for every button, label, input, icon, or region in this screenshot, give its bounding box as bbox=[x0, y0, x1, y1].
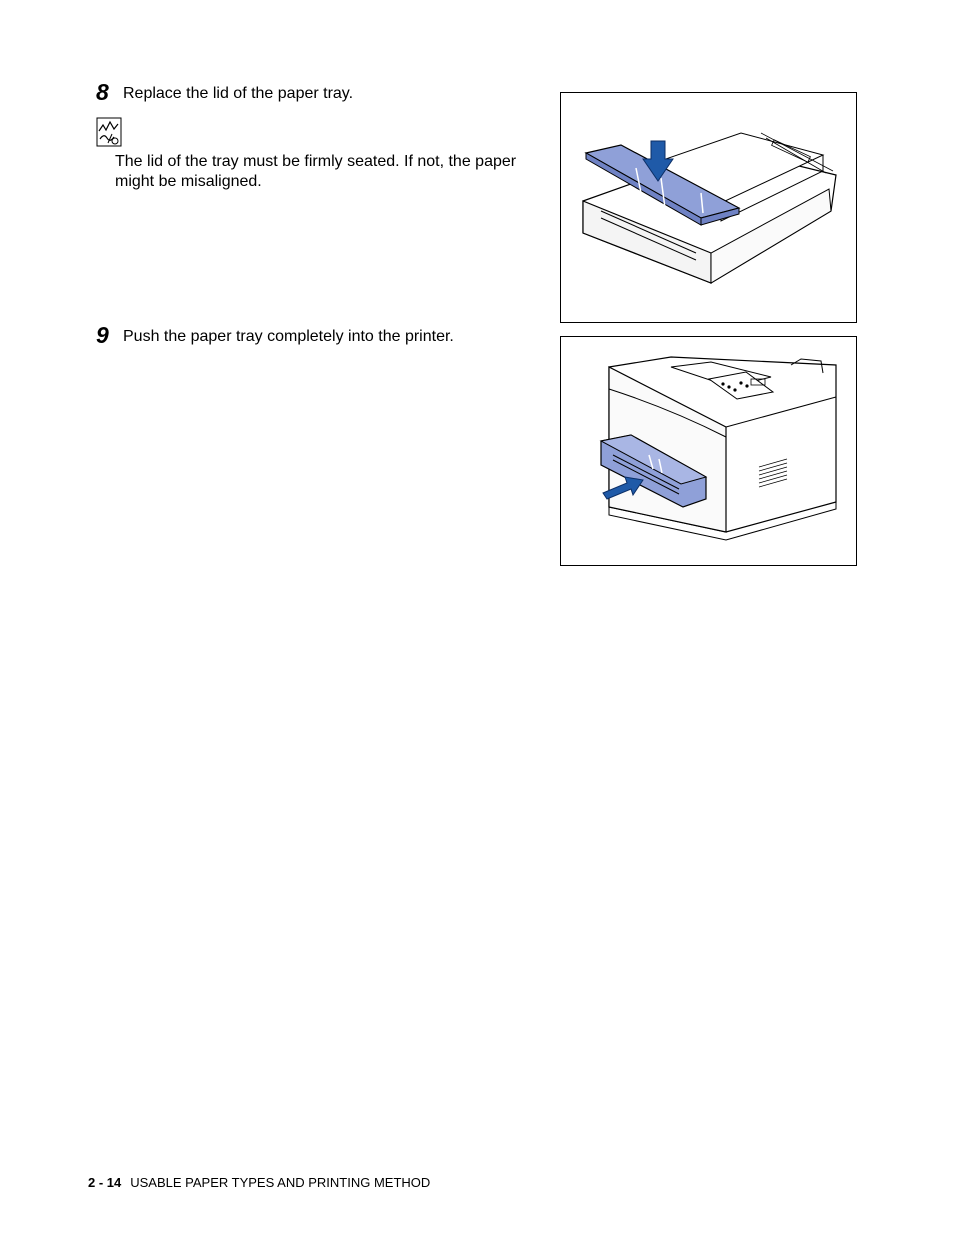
step-8-text: Replace the lid of the paper tray. bbox=[123, 85, 354, 102]
printer-tray-figure bbox=[560, 336, 857, 566]
paper-tray-lid-illustration bbox=[561, 93, 856, 322]
printer-tray-insert-illustration bbox=[561, 337, 856, 565]
note-icon bbox=[96, 117, 122, 147]
tray-lid-figure bbox=[560, 92, 857, 323]
note-text: The lid of the tray must be firmly seated. If not, the paper might be misaligned. bbox=[115, 153, 517, 190]
page-number: 2 - 14 bbox=[88, 1175, 122, 1190]
page-footer bbox=[88, 1175, 430, 1191]
step-9-number: 9 bbox=[96, 322, 109, 348]
step-9-text: Push the paper tray completely into the printer. bbox=[123, 328, 454, 345]
step-8-number: 8 bbox=[96, 79, 109, 105]
section-title: USABLE PAPER TYPES AND PRINTING METHOD bbox=[130, 1175, 431, 1190]
